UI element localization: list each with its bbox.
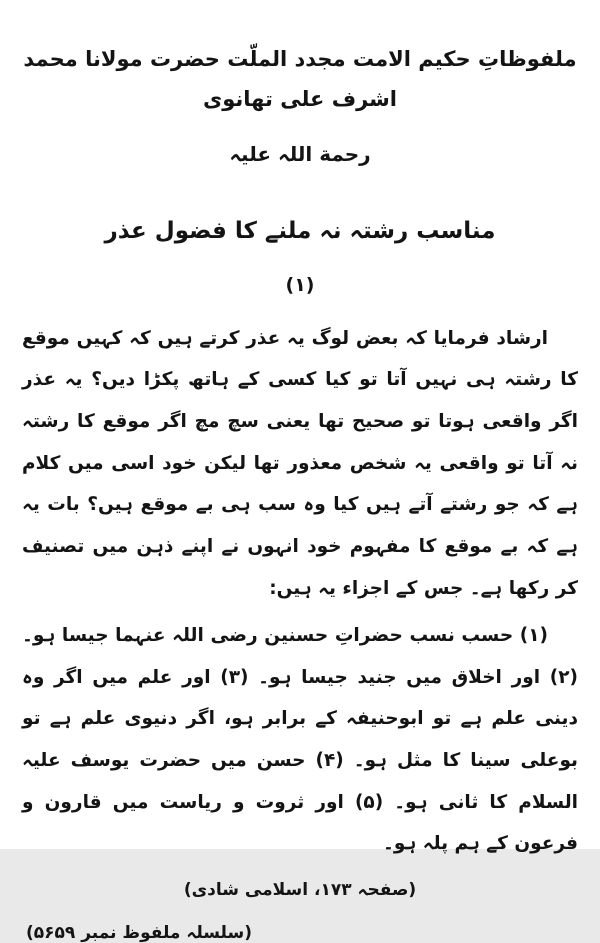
series-number-note: (سلسلہ ملفوظ نمبر ۵۶۵۹): [26, 922, 252, 943]
page-citation: (صفحہ ۱۷۳، اسلامی شادی): [183, 879, 417, 900]
blessing-line: رحمة اللہ علیہ: [229, 141, 371, 166]
section-title: مناسب رشتہ نہ ملنے کا فضول عذر: [104, 217, 496, 244]
entry-number: (۱): [285, 273, 315, 296]
body-paragraph: ارشاد فرمایا کہ بعض لوگ یہ عذر کرتے ہیں کہ کہیں موقع کا رشتہ ہی نہیں آتا تو کیا کسی کے ہاتھ پکڑا دیں؟ یہ عذر اگر واقعی ہوتا تو صحیح تھا یعنی سچ مچ اگر موقع کا رشتہ نہ آتا تو واقعی یہ شخص معذور تھا لیکن خود اسی میں کلام ہے کہ جو رشتے آتے ہیں کیا وہ سب ہی بے موقع ہیں؟ بات یہ ہے کہ بے موقع کا مفہوم خود انہوں نے اپنے ذہن میں تصنیف کر رکھا ہے۔ جس کے اجزاء یہ ہیں:: [22, 327, 578, 599]
book-title: ملفوظاتِ حکیم الامت مجدد الملّت حضرت مولانا محمد اشرف علی تھانوی: [23, 47, 577, 111]
conditions-paragraph: (۱) حسب نسب حضراتِ حسنین رضی اللہ عنہما جیسا ہو۔ (۲) اور اخلاق میں جنید جیسا ہو۔ (۳) اور علم میں اگر وہ دینی علم ہے تو ابوحنیفہ کے برابر ہو، اگر دنیوی علم ہے تو بوعلی سینا کا مثل ہو۔ (۴) حسن میں حضرت یوسف علیہ السلام کا ثانی ہو۔ (۵) اور ثروت و ریاست میں قارون و فرعون کے ہم پلہ ہو۔: [22, 625, 578, 855]
